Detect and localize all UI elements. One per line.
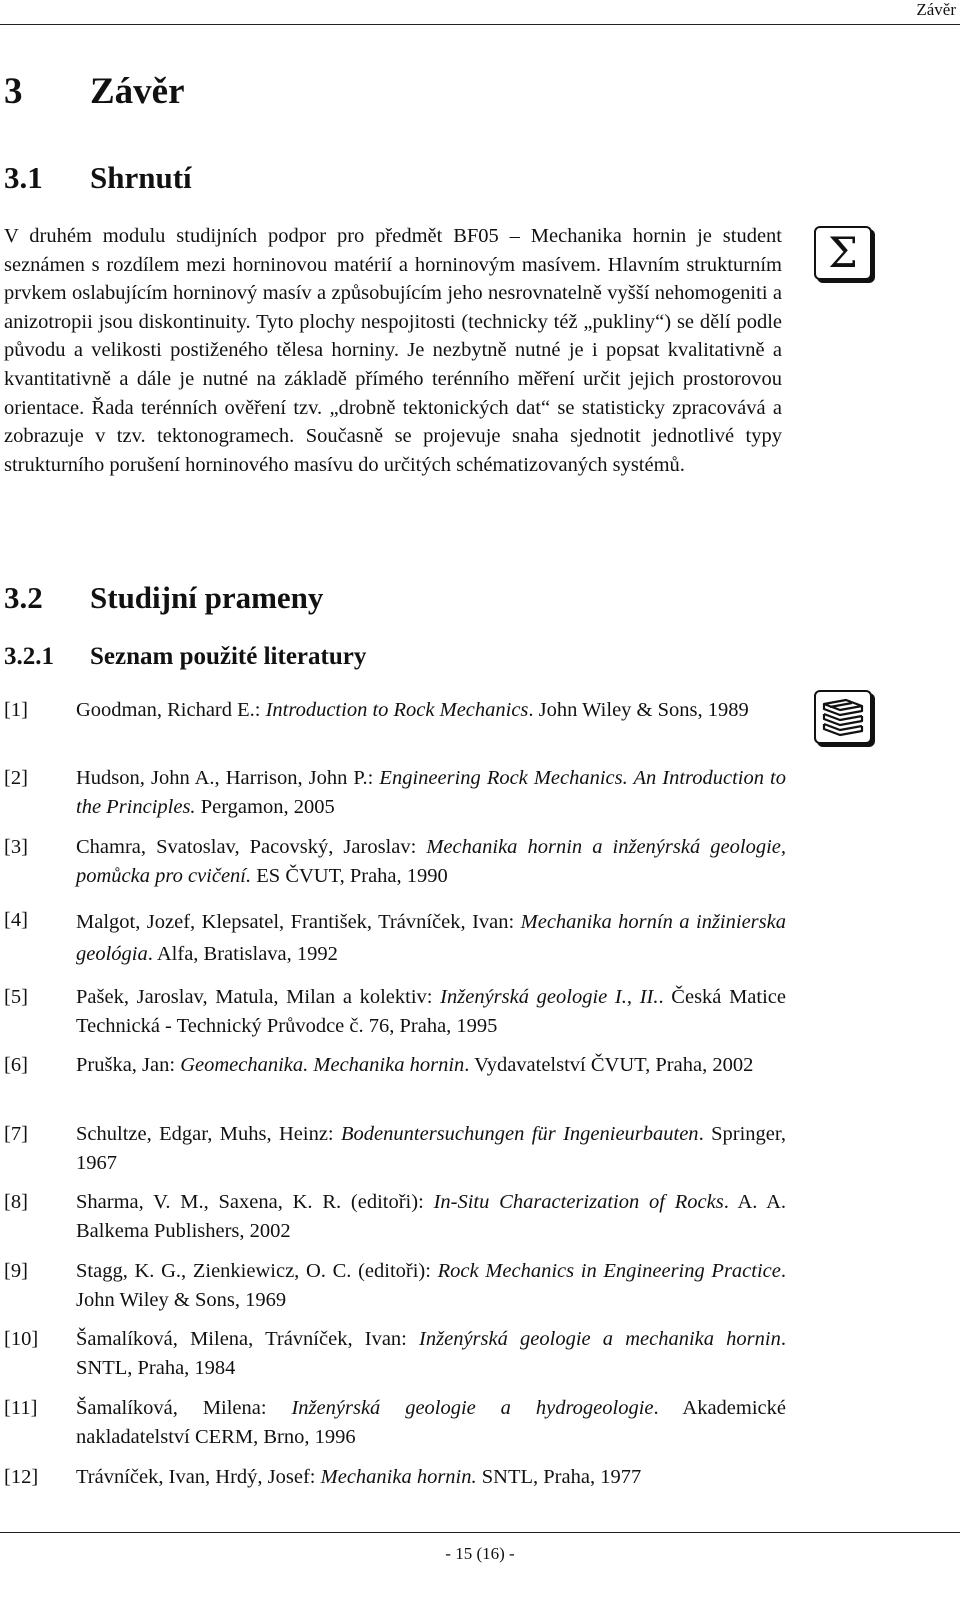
reference-text: Goodman, Richard E.: Introduction to Rock Mechanics. John Wiley & Sons, 1989 [76,699,749,721]
section-heading-sources [4,580,323,616]
footer-rule [0,1532,960,1533]
reference-item [4,906,786,970]
reference-text: Trávníček, Ivan, Hrdý, Josef: Mechanika hornin. SNTL, Praha, 1977 [76,1466,642,1488]
reference-number: [2] [4,767,28,789]
chapter-number: 3 [4,71,23,112]
section-title: Shrnutí [90,160,192,195]
section-title: Studijní prameny [90,580,324,615]
reference-item [4,1257,786,1314]
reference-item [4,1463,786,1492]
running-header: Závěr [916,0,956,19]
reference-number: [4] [4,909,28,931]
books-icon-graphic [816,692,870,742]
reference-item [4,1394,786,1451]
chapter-title: Závěr [90,71,185,112]
reference-number: [10] [4,1328,39,1350]
reference-item [4,1188,786,1245]
reference-text: Malgot, Jozef, Klepsatel, František, Trávníček, Ivan: Mechanika hornín a inžinierska geológia. Alfa, Bratislava, 1992 [76,911,786,965]
sigma-icon [814,226,872,280]
subsection-number: 3.2.1 [4,643,54,670]
reference-number: [9] [4,1260,28,1282]
summary-paragraph: V druhém modulu studijních podpor pro předmět BF05 – Mechanika hornin je student seznámen s rozdílem mezi horninovou matérií a horninovým masívem. Hlavním strukturním prvkem oslabujícím horninový masív a způsobujícím jeho nesrovnatelně vyšší nehomogeniti a anizotropii jsou diskontinuity. Tyto plochy nespojitosti (technicky též „pukliny“) se dělí podle původu a velikosti postiženého tělesa horniny. Je nezbytně nutné je i popsat kvalitativně a kvantitativně a dále je nutné na základě přímého terénního měření určit jejich prostorovou orientace. Řada terénních ověření tzv. „drobně tektonických dat“ se statisticky zpracovává a zobrazuje v tzv. tektonogramech. Současně se projevuje snaha sjednotit jednotlivé typy strukturního porušení horninového masívu do určitých schématizovaných systémů. [4,225,782,476]
reference-text: Sharma, V. M., Saxena, K. R. (editoři): In-Situ Characterization of Rocks. A. A. Balkema Publishers, 2002 [76,1191,786,1242]
header-rule [0,24,960,25]
reference-number: [12] [4,1466,39,1488]
reference-number: [7] [4,1123,28,1145]
section-number: 3.1 [4,160,43,195]
reference-item [4,1120,786,1177]
reference-item [4,764,786,821]
page-number: - 15 (16) - [445,1544,515,1563]
books-icon [814,690,872,744]
reference-number: [6] [4,1054,28,1076]
reference-text: Šamalíková, Milena, Trávníček, Ivan: Inženýrská geologie a mechanika hornin. SNTL, Praha, 1984 [76,1328,786,1379]
reference-text: Šamalíková, Milena: Inženýrská geologie a hydrogeologie. Akademické nakladatelství CERM, Brno, 1996 [76,1397,786,1448]
reference-item [4,1325,786,1382]
subsection-heading-literature [4,643,366,671]
reference-number: [1] [4,699,28,721]
reference-item [4,833,786,890]
subsection-title: Seznam použité literatury [90,643,367,670]
reference-number: [3] [4,836,28,858]
reference-item [4,696,786,725]
sigma-glyph: Σ [828,228,858,277]
reference-item [4,983,786,1040]
section-heading-summary [4,160,192,196]
reference-number: [5] [4,986,28,1008]
reference-text: Stagg, K. G., Zienkiewicz, O. C. (editoři): Rock Mechanics in Engineering Practice. John Wiley & Sons, 1969 [76,1260,786,1311]
reference-text: Pašek, Jaroslav, Matula, Milan a kolektiv: Inženýrská geologie I., II.. Česká Matice Technická - Technický Průvodce č. 76, Praha, 1995 [76,986,786,1037]
reference-text: Pruška, Jan: Geomechanika. Mechanika hornin. Vydavatelství ČVUT, Praha, 2002 [76,1054,754,1076]
reference-text: Schultze, Edgar, Muhs, Heinz: Bodenuntersuchungen für Ingenieurbauten. Springer, 1967 [76,1123,786,1174]
reference-number: [8] [4,1191,28,1213]
reference-text: Hudson, John A., Harrison, John P.: Engineering Rock Mechanics. An Introduction to the Principles. Pergamon, 2005 [76,767,786,818]
chapter-heading [4,70,185,113]
reference-text: Chamra, Svatoslav, Pacovský, Jaroslav: Mechanika hornin a inženýrská geologie, pomůcka pro cvičení. ES ČVUT, Praha, 1990 [76,836,786,887]
section-number: 3.2 [4,580,43,615]
reference-item [4,1051,786,1080]
reference-number: [11] [4,1397,38,1419]
